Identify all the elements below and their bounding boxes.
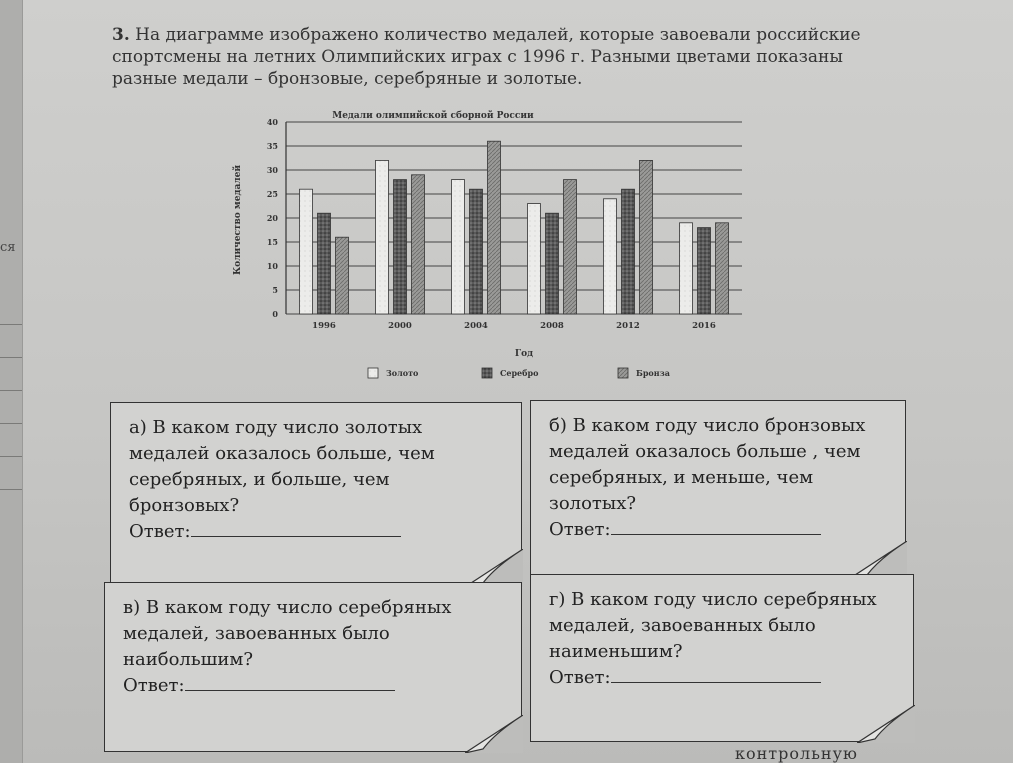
answer-blank-v[interactable]: [185, 674, 395, 691]
question-box-a: [110, 402, 522, 586]
y-tick-label: 25: [266, 189, 278, 199]
bar-1996-1: [318, 213, 331, 314]
x-tick-label: 2004: [464, 321, 488, 331]
question-box-v: [104, 582, 522, 752]
x-tick-label: 2012: [616, 321, 640, 331]
y-tick-label: 35: [266, 141, 278, 151]
legend-label: Серебро: [500, 368, 539, 378]
bar-2012-2: [640, 160, 653, 314]
medals-chart: [228, 104, 768, 400]
legend-swatch: [368, 368, 378, 378]
y-axis-label: Количество медалей: [233, 164, 243, 276]
x-tick-label: 2008: [540, 321, 564, 331]
question-a-text: а) В каком году число золотых медалей оказалось больше, чем серебряных, и больше, чем бронзовых?: [129, 417, 435, 516]
problem-text: На диаграмме изображено количество медалей, которые завоевали российские спортсмены на летних Олимпийских играх с 1996 г. Разными цветами показаны разные медали – бронзовые, серебряные и золотые.: [112, 25, 861, 89]
question-box-g: [530, 574, 914, 742]
legend-swatch: [482, 368, 492, 378]
bar-1996-2: [336, 237, 349, 314]
page-curl-icon: [857, 705, 915, 743]
answer-label-g: Ответ:: [549, 667, 611, 688]
legend-swatch: [618, 368, 628, 378]
y-tick-label: 40: [266, 117, 278, 127]
question-g-text: г) В каком году число серебряных медалей, завоеванных было наименьшим?: [549, 589, 877, 662]
bar-1996-0: [300, 189, 313, 314]
answer-label-a: Ответ:: [129, 521, 191, 542]
chart-legend: [368, 368, 670, 378]
answer-line-v[interactable]: [123, 673, 503, 699]
bar-2016-0: [680, 223, 693, 314]
bar-2012-1: [622, 189, 635, 314]
question-box-b: [530, 400, 906, 578]
bar-2000-2: [412, 175, 425, 314]
chart-grid: [286, 122, 742, 314]
bar-2000-1: [394, 180, 407, 314]
x-tick-label: 2000: [388, 321, 412, 331]
legend-label: Золото: [386, 368, 419, 378]
bar-2008-2: [564, 180, 577, 314]
bar-2008-1: [546, 213, 559, 314]
bar-2000-0: [376, 160, 389, 314]
y-tick-label: 15: [266, 237, 278, 247]
answer-line-b[interactable]: [549, 517, 887, 543]
bar-2016-1: [698, 228, 711, 314]
question-v-text: в) В каком году число серебряных медалей, завоеванных было наибольшим?: [123, 597, 452, 670]
answer-blank-g[interactable]: [611, 666, 821, 683]
bar-2008-0: [528, 204, 541, 314]
y-tick-label: 5: [272, 285, 278, 295]
y-tick-label: 0: [272, 309, 278, 319]
bar-2004-2: [488, 141, 501, 314]
x-tick-label: 2016: [692, 321, 716, 331]
medals-bar-chart: [228, 104, 768, 400]
margin-text: ся: [0, 240, 16, 255]
y-axis: [267, 117, 286, 319]
chart-title: Медали олимпийской сборной России: [332, 111, 534, 121]
answer-blank-a[interactable]: [191, 520, 401, 537]
answer-line-g[interactable]: [549, 665, 895, 691]
x-axis-label: Год: [514, 349, 534, 359]
answer-line-a[interactable]: [129, 519, 503, 545]
problem-statement: [112, 24, 892, 90]
legend-label: Бронза: [636, 368, 670, 378]
x-axis: [312, 321, 716, 331]
bar-2004-1: [470, 189, 483, 314]
answer-label-b: Ответ:: [549, 519, 611, 540]
adjacent-page-lines: [0, 292, 22, 490]
bar-2012-0: [604, 199, 617, 314]
question-b-text: б) В каком году число бронзовых медалей оказалось больше , чем серебряных, и меньше, чем золотых?: [549, 415, 866, 514]
y-tick-label: 30: [266, 165, 278, 175]
adjacent-page-strip: [0, 0, 23, 763]
problem-number: 3.: [112, 25, 130, 45]
answer-label-v: Ответ:: [123, 675, 185, 696]
x-tick-label: 1996: [312, 321, 336, 331]
bar-2004-0: [452, 180, 465, 314]
chart-bars: [300, 141, 729, 314]
y-tick-label: 10: [266, 261, 278, 271]
answer-blank-b[interactable]: [611, 518, 821, 535]
page-curl-icon: [465, 715, 523, 753]
bottom-cut-text: контрольную: [735, 744, 858, 763]
y-tick-label: 20: [266, 213, 278, 223]
bar-2016-2: [716, 223, 729, 314]
